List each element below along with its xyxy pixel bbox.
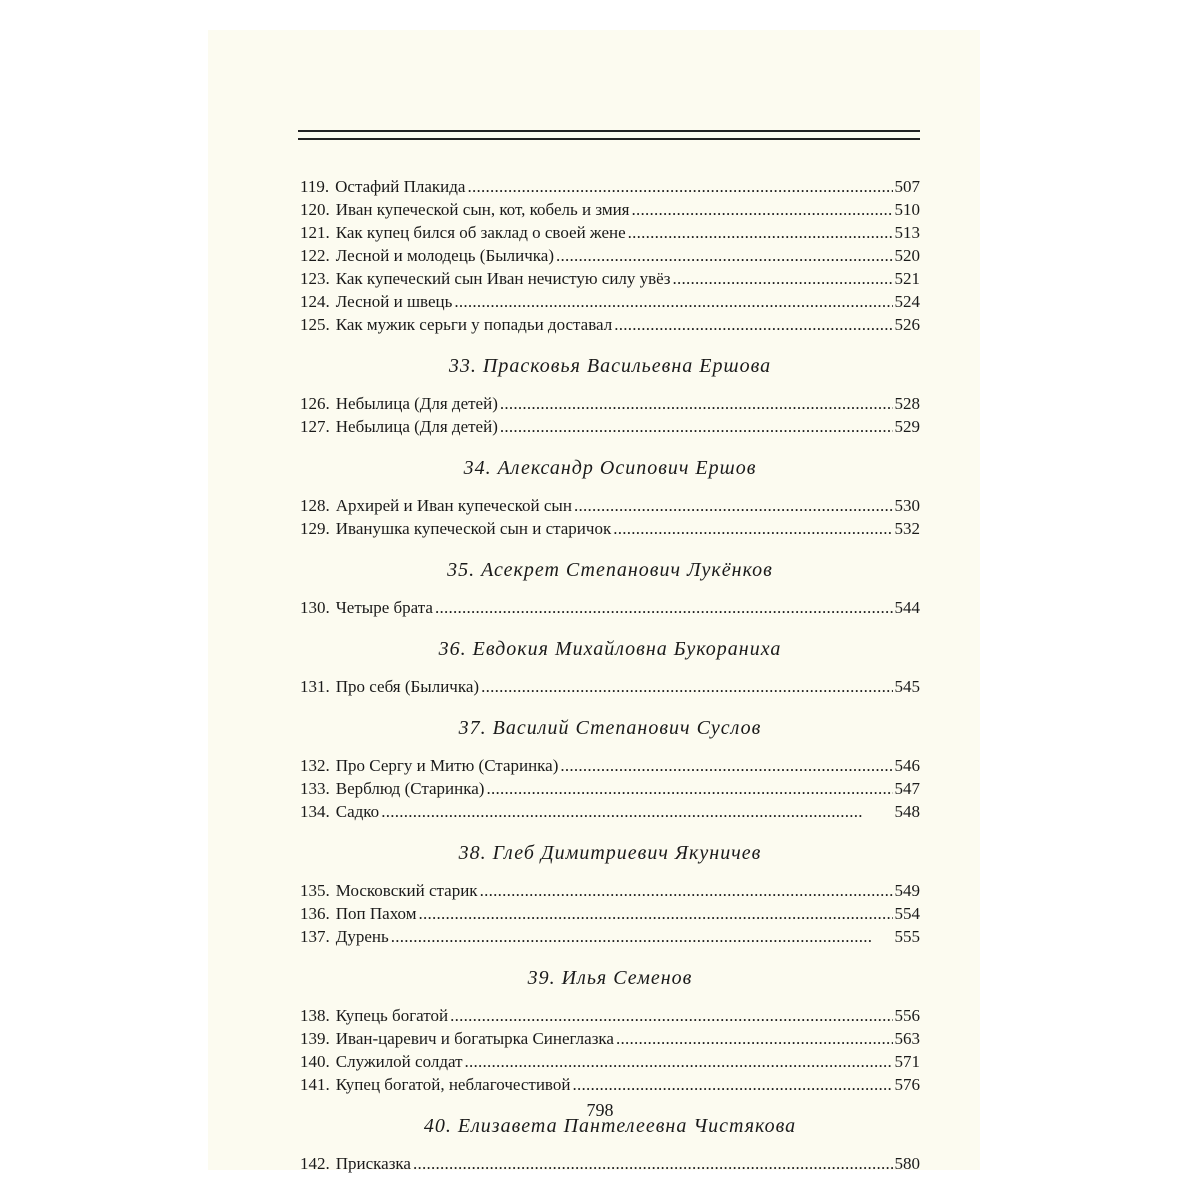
toc-entry <box>300 675 920 698</box>
table-of-contents <box>300 175 920 1175</box>
header-rule-bottom <box>298 138 920 140</box>
entry-page-number: 507 <box>894 177 920 196</box>
entry-title: Про себя (Быличка) <box>335 677 480 696</box>
entry-number: 129. <box>300 519 330 538</box>
section-heading: 38. Глеб Димитриевич Якуничев <box>458 842 762 864</box>
dot-leader <box>450 1004 892 1027</box>
entry-page-number: 546 <box>894 756 920 775</box>
toc-entry <box>300 1152 920 1175</box>
entry-title: Как купеческий сын Иван нечистую силу увёз <box>335 269 671 288</box>
entry-title: Лесной и молодець (Быличка) <box>335 246 554 265</box>
dot-leader <box>556 244 893 267</box>
entry-title: Дурень <box>335 927 389 946</box>
entry-title: Как мужик серьги у попадьи доставал <box>335 315 613 334</box>
section-heading: 35. Асекрет Степанович Лукёнков <box>447 559 773 581</box>
entry-title: Архирей и Иван купеческой сын <box>335 496 572 515</box>
entry-title: Лесной и швець <box>335 292 453 311</box>
dot-leader <box>391 925 893 948</box>
entry-number: 136. <box>300 904 330 923</box>
entry-number: 120. <box>300 200 330 219</box>
entry-title: Купець богатой <box>335 1006 449 1025</box>
entry-title: Четыре брата <box>335 598 433 617</box>
entry-title: Небылица (Для детей) <box>335 417 498 436</box>
entry-title: Остафий Плакида <box>335 177 466 196</box>
dot-leader <box>616 1027 893 1050</box>
entry-number: 127. <box>300 417 330 436</box>
entry-title: Верблюд (Старинка) <box>335 779 485 798</box>
entry-title: Иван-царевич и богатырка Синеглазка <box>335 1029 614 1048</box>
toc-entry <box>300 267 920 290</box>
header-rule-top <box>298 130 920 132</box>
entry-title: Иванушка купеческой сын и старичок <box>335 519 612 538</box>
entry-page-number: 555 <box>894 927 920 946</box>
entry-page-number: 529 <box>894 417 920 436</box>
entry-number: 138. <box>300 1006 330 1025</box>
entry-title: Небылица (Для детей) <box>335 394 498 413</box>
entry-title: Как купец бился об заклад о своей жене <box>335 223 626 242</box>
entry-page-number: 576 <box>894 1075 920 1094</box>
dot-leader <box>500 415 893 438</box>
toc-entry <box>300 777 920 800</box>
dot-leader <box>480 879 893 902</box>
toc-entry <box>300 392 920 415</box>
dot-leader <box>413 1152 893 1175</box>
section-heading: 40. Елизавета Пантелеевна Чистякова <box>423 1115 797 1137</box>
entry-title: Садко <box>335 802 380 821</box>
toc-entry <box>300 596 920 619</box>
entry-page-number: 528 <box>894 394 920 413</box>
entry-number: 131. <box>300 677 330 696</box>
entry-page-number: 571 <box>894 1052 920 1071</box>
entry-page-number: 526 <box>894 315 920 334</box>
toc-entry <box>300 198 920 221</box>
entry-number: 134. <box>300 802 330 821</box>
dot-leader <box>560 754 892 777</box>
entry-number: 135. <box>300 881 330 900</box>
section-heading: 34. Александр Осипович Ершов <box>463 457 757 479</box>
entry-page-number: 549 <box>894 881 920 900</box>
toc-entry <box>300 1004 920 1027</box>
dot-leader <box>486 777 892 800</box>
section-heading: 39. Илья Семенов <box>527 967 693 989</box>
entry-number: 128. <box>300 496 330 515</box>
section-heading: 37. Василий Степанович Суслов <box>458 717 762 739</box>
dot-leader <box>418 902 892 925</box>
entry-page-number: 580 <box>894 1154 920 1173</box>
dot-leader <box>435 596 893 619</box>
entry-page-number: 544 <box>894 598 920 617</box>
entry-title: Присказка <box>335 1154 411 1173</box>
entry-number: 132. <box>300 756 330 775</box>
entry-number: 119. <box>300 177 330 196</box>
dot-leader <box>614 313 892 336</box>
entry-page-number: 524 <box>894 292 920 311</box>
entry-title: Московский старик <box>335 881 478 900</box>
entry-number: 123. <box>300 269 330 288</box>
entry-page-number: 554 <box>894 904 920 923</box>
entry-title: Поп Пахом <box>335 904 417 923</box>
dot-leader <box>465 1050 893 1073</box>
entry-number: 126. <box>300 394 330 413</box>
entry-number: 141. <box>300 1075 330 1094</box>
entry-number: 142. <box>300 1154 330 1173</box>
entry-page-number: 545 <box>894 677 920 696</box>
toc-entry <box>300 879 920 902</box>
entry-page-number: 548 <box>894 802 920 821</box>
toc-entry <box>300 1050 920 1073</box>
entry-number: 125. <box>300 315 330 334</box>
toc-entry <box>300 1073 920 1096</box>
entry-page-number: 521 <box>894 269 920 288</box>
entry-title: Про Сергу и Митю (Старинка) <box>335 756 559 775</box>
dot-leader <box>672 267 892 290</box>
dot-leader <box>467 175 892 198</box>
toc-entry <box>300 1027 920 1050</box>
toc-entry <box>300 221 920 244</box>
section-heading: 33. Прасковья Васильевна Ершова <box>448 355 772 377</box>
entry-title: Иван купеческой сын, кот, кобель и змия <box>335 200 630 219</box>
entry-number: 121. <box>300 223 330 242</box>
toc-entry <box>300 800 920 823</box>
entry-number: 133. <box>300 779 330 798</box>
entry-title: Купец богатой, неблагочестивой <box>335 1075 571 1094</box>
entry-number: 140. <box>300 1052 330 1071</box>
dot-leader <box>454 290 892 313</box>
dot-leader <box>574 494 893 517</box>
entry-page-number: 563 <box>894 1029 920 1048</box>
entry-page-number: 547 <box>894 779 920 798</box>
entry-page-number: 513 <box>894 223 920 242</box>
toc-entry <box>300 902 920 925</box>
dot-leader <box>613 517 892 540</box>
entry-page-number: 510 <box>894 200 920 219</box>
dot-leader <box>381 800 892 823</box>
entry-title: Служилой солдат <box>335 1052 463 1071</box>
entry-page-number: 532 <box>894 519 920 538</box>
page-number: 798 <box>586 1100 614 1120</box>
entry-number: 130. <box>300 598 330 617</box>
entry-page-number: 556 <box>894 1006 920 1025</box>
section-heading: 36. Евдокия Михайловна Букораниха <box>438 638 782 660</box>
entry-number: 122. <box>300 246 330 265</box>
toc-entry <box>300 313 920 336</box>
toc-entry <box>300 754 920 777</box>
toc-entry <box>300 175 920 198</box>
entry-page-number: 530 <box>894 496 920 515</box>
toc-entry <box>300 244 920 267</box>
dot-leader <box>481 675 892 698</box>
dot-leader <box>572 1073 892 1096</box>
toc-entry <box>300 517 920 540</box>
dot-leader <box>632 198 893 221</box>
dot-leader <box>628 221 893 244</box>
dot-leader <box>500 392 893 415</box>
toc-entry <box>300 925 920 948</box>
toc-entry <box>300 290 920 313</box>
entry-number: 124. <box>300 292 330 311</box>
entry-number: 137. <box>300 927 330 946</box>
toc-entry <box>300 494 920 517</box>
entry-page-number: 520 <box>894 246 920 265</box>
toc-entry <box>300 415 920 438</box>
entry-number: 139. <box>300 1029 330 1048</box>
